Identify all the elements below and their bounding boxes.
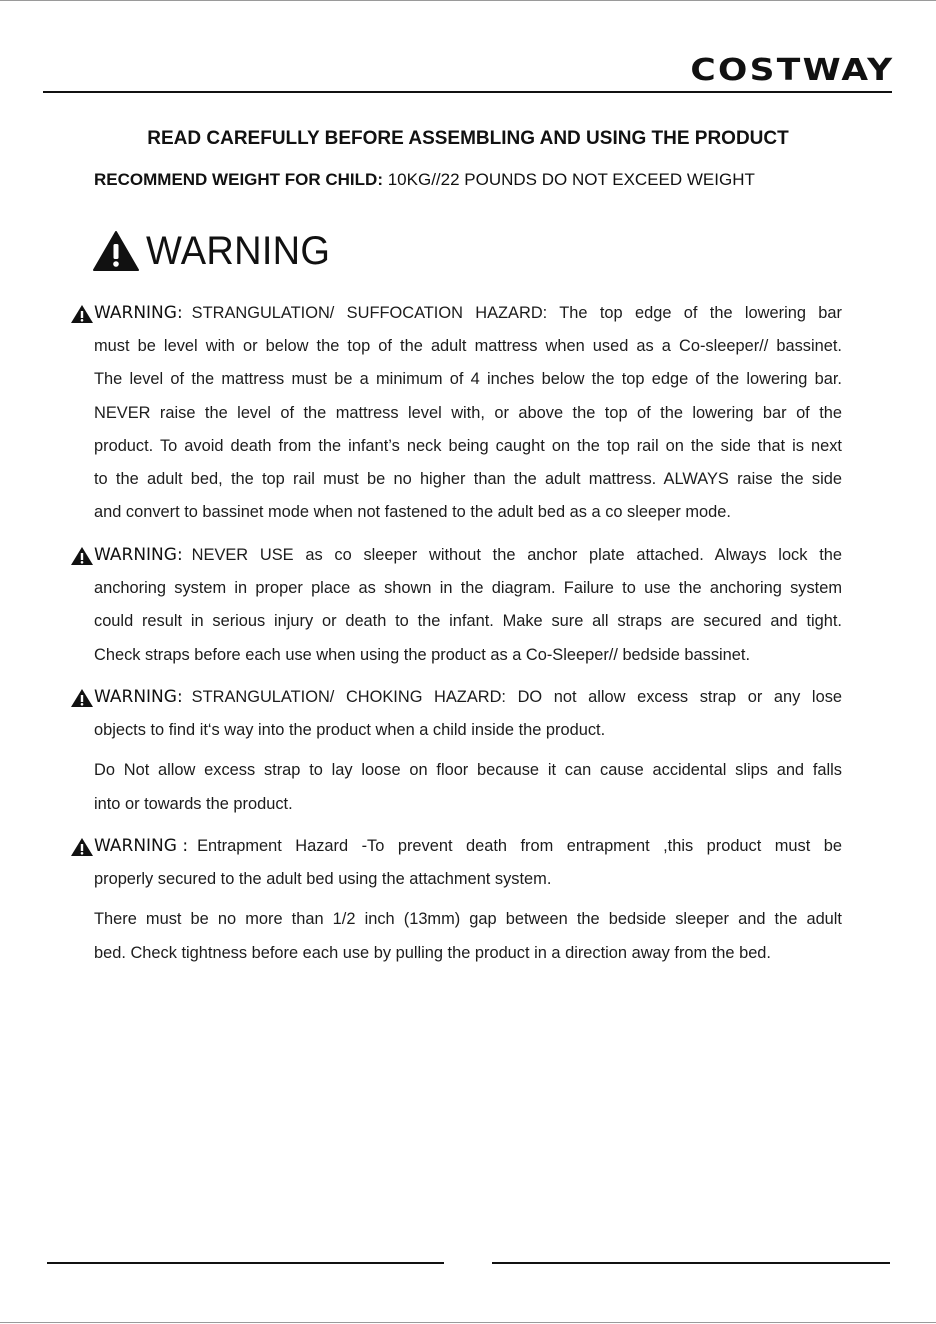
- warning-text: STRANGULATION/ CHOKING HAZARD: DO not allow excess strap or any lose: [191, 688, 842, 706]
- warning-block-2: [70, 539, 842, 672]
- costway-logo: COSTWAY: [689, 53, 894, 88]
- warning-line: to the adult bed, the top rail must be no higher than the adult mattress. ALWAYS raise the side: [94, 469, 842, 488]
- warning-text: NEVER USE as co sleeper without the anchor plate attached. Always lock the: [191, 546, 842, 564]
- warning-triangle-icon: [70, 837, 94, 857]
- warning-block-4: [70, 830, 842, 970]
- warning-line: [70, 830, 842, 863]
- footer-rule-right: [492, 1262, 890, 1264]
- warning-triangle-icon: [70, 688, 94, 708]
- warning-line: [70, 297, 842, 330]
- warning-line: The level of the mattress must be a minimum of 4 inches below the top edge of the lowering bar.: [94, 370, 842, 389]
- recommend-weight: [94, 170, 755, 190]
- warning-line: Check straps before each use when using the product as a Co-Sleeper// bedside bassinet.: [94, 645, 751, 664]
- warning-line: into or towards the product.: [94, 794, 293, 813]
- warning-line: [70, 681, 842, 714]
- warning-triangle-icon: [92, 230, 140, 272]
- warning-label: WARNING:: [94, 545, 183, 565]
- warning-block-1: [70, 297, 842, 529]
- page-title: READ CAREFULLY BEFORE ASSEMBLING AND USING THE PRODUCT: [147, 128, 789, 149]
- footer-rule-left: [47, 1262, 444, 1264]
- warning-triangle-icon: [70, 304, 94, 324]
- warning-triangle-icon: [70, 546, 94, 566]
- warning-block-3: [70, 681, 842, 821]
- warning-line: and convert to bassinet mode when not fastened to the adult bed as a co sleeper mode.: [94, 503, 731, 522]
- warning-label: WARNING :: [94, 836, 189, 856]
- warning-line: Do Not allow excess strap to lay loose on floor because it can cause accidental slips and falls: [94, 761, 842, 780]
- page-top-border: [0, 0, 936, 1]
- warning-label: WARNING:: [94, 303, 183, 323]
- warning-text: STRANGULATION/ SUFFOCATION HAZARD: The top edge of the lowering bar: [191, 304, 842, 322]
- warning-line: product. To avoid death from the infant’s neck being caught on the top rail on the side that is next: [94, 436, 842, 455]
- warning-line: anchoring system in proper place as shown in the diagram. Failure to use the anchoring system: [94, 579, 842, 598]
- recommend-weight-label: RECOMMEND WEIGHT FOR CHILD:: [94, 170, 383, 189]
- warning-label: WARNING:: [94, 687, 183, 707]
- warning-line: bed. Check tightness before each use by pulling the product in a direction away from the bed.: [94, 943, 771, 962]
- page-bottom-border: [0, 1322, 936, 1323]
- header-rule: [43, 91, 892, 93]
- warning-line: [70, 539, 842, 572]
- warning-line: There must be no more than 1/2 inch (13mm) gap between the bedside sleeper and the adult: [94, 910, 842, 929]
- warning-line: NEVER raise the level of the mattress level with, or above the top of the lowering bar of the: [94, 403, 842, 422]
- warning-line: could result in serious injury or death to the infant. Make sure all straps are secured and tight.: [94, 612, 842, 631]
- big-warning-heading: [92, 226, 340, 276]
- warning-line: objects to find it‘s way into the product when a child inside the product.: [94, 721, 606, 740]
- warning-text: Entrapment Hazard -To prevent death from entrapment ,this product must be: [197, 837, 842, 855]
- warning-line: properly secured to the adult bed using the attachment system.: [94, 870, 552, 889]
- warning-line: must be level with or below the top of the adult mattress when used as a Co-sleeper// bassinet.: [94, 337, 842, 356]
- big-warning-text: WARNING: [146, 228, 331, 273]
- recommend-weight-value: 10KG//22 POUNDS DO NOT EXCEED WEIGHT: [387, 170, 755, 189]
